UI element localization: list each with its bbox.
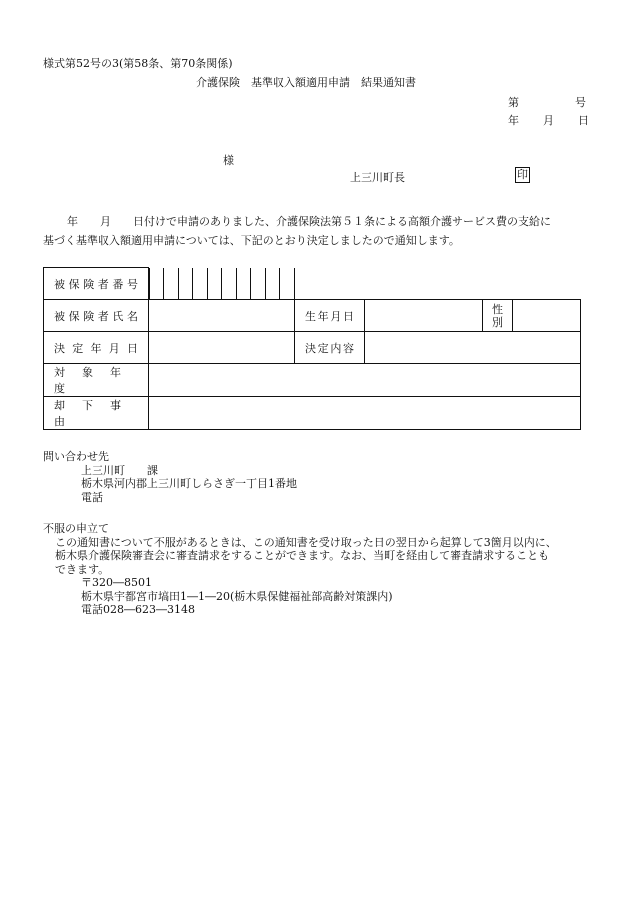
form-id: 様式第52号の3(第58条、第70条関係) (43, 57, 233, 70)
contact-address: 栃木県河内郡上三川町しらさぎ一丁目1番地 (81, 477, 297, 490)
sex-field[interactable] (513, 300, 581, 332)
appeal-phone: 電話028―623―3148 (81, 603, 195, 616)
rejection-reason-field[interactable] (149, 397, 581, 430)
table-row (44, 364, 581, 397)
appeal-heading: 不服の申立て (43, 522, 109, 535)
insured-number-label: 被保険者番号 (44, 268, 149, 300)
appeal-address: 栃木県宇都宮市塙田1―1―20(栃木県保健福祉部高齢対策課内) (81, 589, 393, 603)
birthdate-label: 生年月日 (295, 300, 365, 332)
rejection-reason-label: 却 下 事 由 (44, 397, 149, 430)
table-row (44, 300, 581, 332)
issuer-name: 上三川町長 (350, 171, 405, 184)
body-line-1: 年 月 日付けで申請のありました、介護保険法第５１条による高額介護サービス費の支給に (67, 215, 551, 228)
decision-date-label: 決定年月日 (44, 332, 149, 364)
sex-label-1: 性 (492, 302, 503, 316)
decision-content-label: 決定内容 (295, 332, 365, 364)
sex-label (483, 300, 513, 332)
decision-table (43, 267, 581, 430)
appeal-section (43, 522, 595, 617)
body-line-2: 基づく基準収入額適用申請については、下記のとおり決定しましたので通知します。 (43, 234, 460, 247)
decision-date-field[interactable] (149, 332, 295, 364)
contact-heading: 問い合わせ先 (43, 450, 109, 463)
target-year-field[interactable] (149, 364, 581, 397)
insured-name-field[interactable] (149, 300, 295, 332)
notice-date-line (508, 112, 589, 128)
target-year-label: 対 象 年 度 (44, 364, 149, 397)
document-title: 介護保険 基準収入額適用申請 結果通知書 (196, 76, 416, 89)
birthdate-field[interactable] (365, 300, 483, 332)
notice-body (43, 212, 588, 250)
appeal-line-2: 栃木県介護保険審査会に審査請求をすることができます。なお、当町を経由して審査請求することも (55, 549, 550, 562)
appeal-body (43, 536, 595, 577)
notice-number-line (508, 94, 586, 110)
decision-content-field[interactable] (365, 332, 581, 364)
appeal-line-1: この通知書について不服があるときは、この通知書を受け取った日の翌日から起算して3箇月以内に、 (55, 535, 557, 549)
appeal-postal: 〒320―8501 (81, 576, 152, 589)
table-row (44, 268, 581, 300)
number-suffix: 号 (575, 96, 586, 109)
contact-phone: 電話 (81, 490, 103, 504)
table-row (44, 397, 581, 430)
contact-section (43, 450, 297, 504)
appeal-line-3: できます。 (55, 562, 110, 576)
table-row (44, 332, 581, 364)
insured-name-label: 被保険者氏名 (44, 300, 149, 332)
date-year: 年 (508, 114, 519, 127)
addressee-suffix: 様 (223, 154, 234, 167)
number-prefix: 第 (508, 96, 519, 109)
sex-label-2: 別 (492, 315, 503, 329)
insured-number-boxes (149, 268, 295, 299)
insured-number-field[interactable] (149, 268, 295, 300)
date-day: 日 (578, 114, 589, 127)
date-month: 月 (543, 114, 554, 127)
contact-office: 上三川町 課 (81, 463, 158, 477)
seal-mark: 印 (517, 168, 528, 181)
